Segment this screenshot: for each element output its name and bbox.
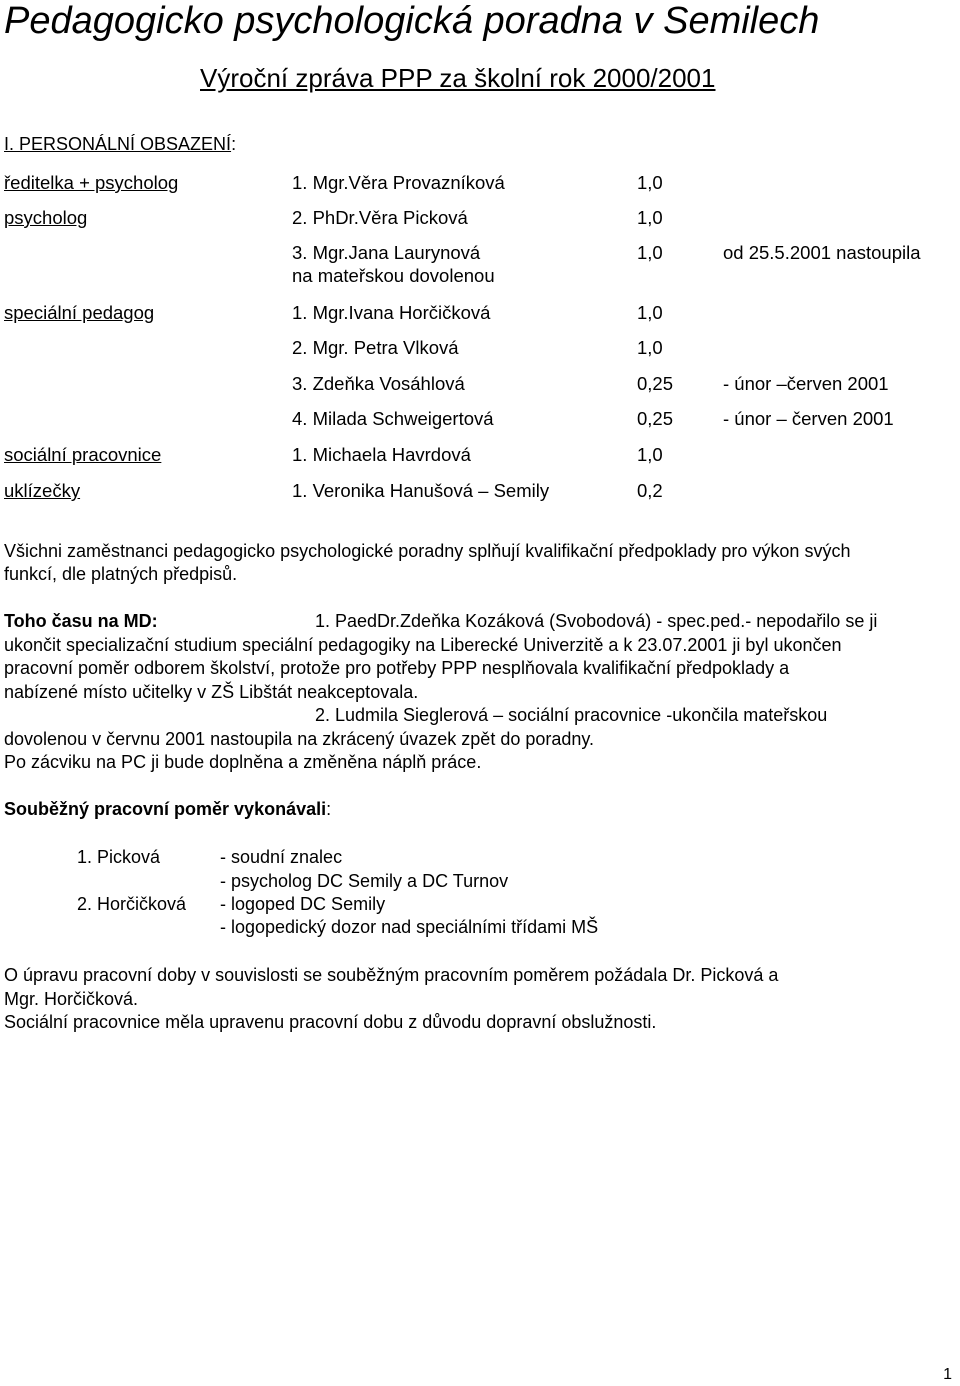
staff-name: 1. Mgr.Ivana Horčičková	[292, 302, 491, 323]
report-subtitle: Výroční zpráva PPP za školní rok 2000/2001	[200, 63, 716, 93]
staff-name: 3. Zdeňka Vosáhlová	[292, 373, 465, 394]
staff-note: - únor –červen 2001	[723, 373, 889, 394]
staff-fte: 0,2	[637, 480, 663, 501]
md-line: pracovní poměr odborem školství, protože pro potřeby PPP nesplňovala kvalifikační předpoklady a	[4, 658, 790, 678]
role-label: ředitelka + psycholog	[4, 172, 179, 193]
concurrent-name: 1. Picková	[77, 847, 161, 867]
staff-fte: 1,0	[637, 444, 663, 465]
concurrent-heading-colon: :	[326, 799, 332, 819]
staff-name: 3. Mgr.Jana Laurynová	[292, 242, 481, 263]
section-heading-colon: :	[231, 134, 237, 154]
section-heading	[4, 134, 236, 155]
staff-fte: 1,0	[637, 242, 663, 263]
staff-fte: 1,0	[637, 207, 663, 228]
md-line: nabízené místo učitelky v ZŠ Libštát neakceptovala.	[4, 682, 419, 702]
document-title: Pedagogicko psychologická poradna v Semilech	[4, 0, 820, 42]
staff-name: 1. Mgr.Věra Provazníková	[292, 172, 505, 193]
closing-line: Sociální pracovnice měla upravenu pracovní dobu z důvodu dopravní obslužnosti.	[4, 1012, 657, 1032]
staff-note: - únor – červen 2001	[723, 408, 894, 429]
staff-name-note: na mateřskou dovolenou	[292, 265, 495, 286]
role-label: sociální pracovnice	[4, 444, 162, 465]
staff-fte: 1,0	[637, 302, 663, 323]
concurrent-item: - logoped DC Semily	[220, 894, 386, 914]
closing-line: Mgr. Horčičková.	[4, 989, 139, 1009]
md-label: Toho času na MD:	[4, 611, 158, 631]
section-heading-text: I. PERSONÁLNÍ OBSAZENÍ	[4, 134, 232, 154]
md-line: ukončit specializační studium speciální pedagogiky na Liberecké Univerzitě a k 23.07.2001 ji byl ukončen	[4, 635, 842, 655]
page-number: 1	[943, 1366, 952, 1383]
concurrent-item: - soudní znalec	[220, 847, 343, 867]
qualification-line: Všichni zaměstnanci pedagogicko psychologické poradny splňují kvalifikační předpoklady pro výkon svých	[4, 541, 851, 561]
role-label: psycholog	[4, 207, 88, 228]
role-label: uklízečky	[4, 480, 81, 501]
staff-name: 4. Milada Schweigertová	[292, 408, 494, 429]
closing-line: O úpravu pracovní doby v souvislosti se souběžným pracovním poměrem požádala Dr. Picková a	[4, 965, 779, 985]
md-line: Po zácviku na PC ji bude doplněna a změněna náplň práce.	[4, 752, 482, 772]
role-label: speciální pedagog	[4, 302, 155, 323]
qualification-line: funkcí, dle platných předpisů.	[4, 564, 238, 584]
staff-fte: 1,0	[637, 172, 663, 193]
staff-fte: 0,25	[637, 408, 674, 429]
staff-name: 1. Veronika Hanušová – Semily	[292, 480, 550, 501]
staff-note: od 25.5.2001 nastoupila	[723, 242, 921, 263]
concurrent-item: - psycholog DC Semily a DC Turnov	[220, 871, 509, 891]
staff-name: 1. Michaela Havrdová	[292, 444, 471, 465]
concurrent-name: 2. Horčičková	[77, 894, 187, 914]
md-line: 1. PaedDr.Zdeňka Kozáková (Svobodová) - spec.ped.- nepodařilo se ji	[315, 611, 878, 631]
staff-fte: 0,25	[637, 373, 674, 394]
concurrent-item: - logopedický dozor nad speciálními třídami MŠ	[220, 917, 599, 937]
staff-name: 2. Mgr. Petra Vlková	[292, 337, 459, 358]
staff-name: 2. PhDr.Věra Picková	[292, 207, 468, 228]
concurrent-heading-text: Souběžný pracovní poměr vykonávali	[4, 799, 327, 819]
md-line: dovolenou v červnu 2001 nastoupila na zkrácený úvazek zpět do poradny.	[4, 729, 595, 749]
concurrent-heading	[4, 799, 331, 820]
md-line: 2. Ludmila Sieglerová – sociální pracovnice -ukončila mateřskou	[315, 705, 828, 725]
staff-fte: 1,0	[637, 337, 663, 358]
